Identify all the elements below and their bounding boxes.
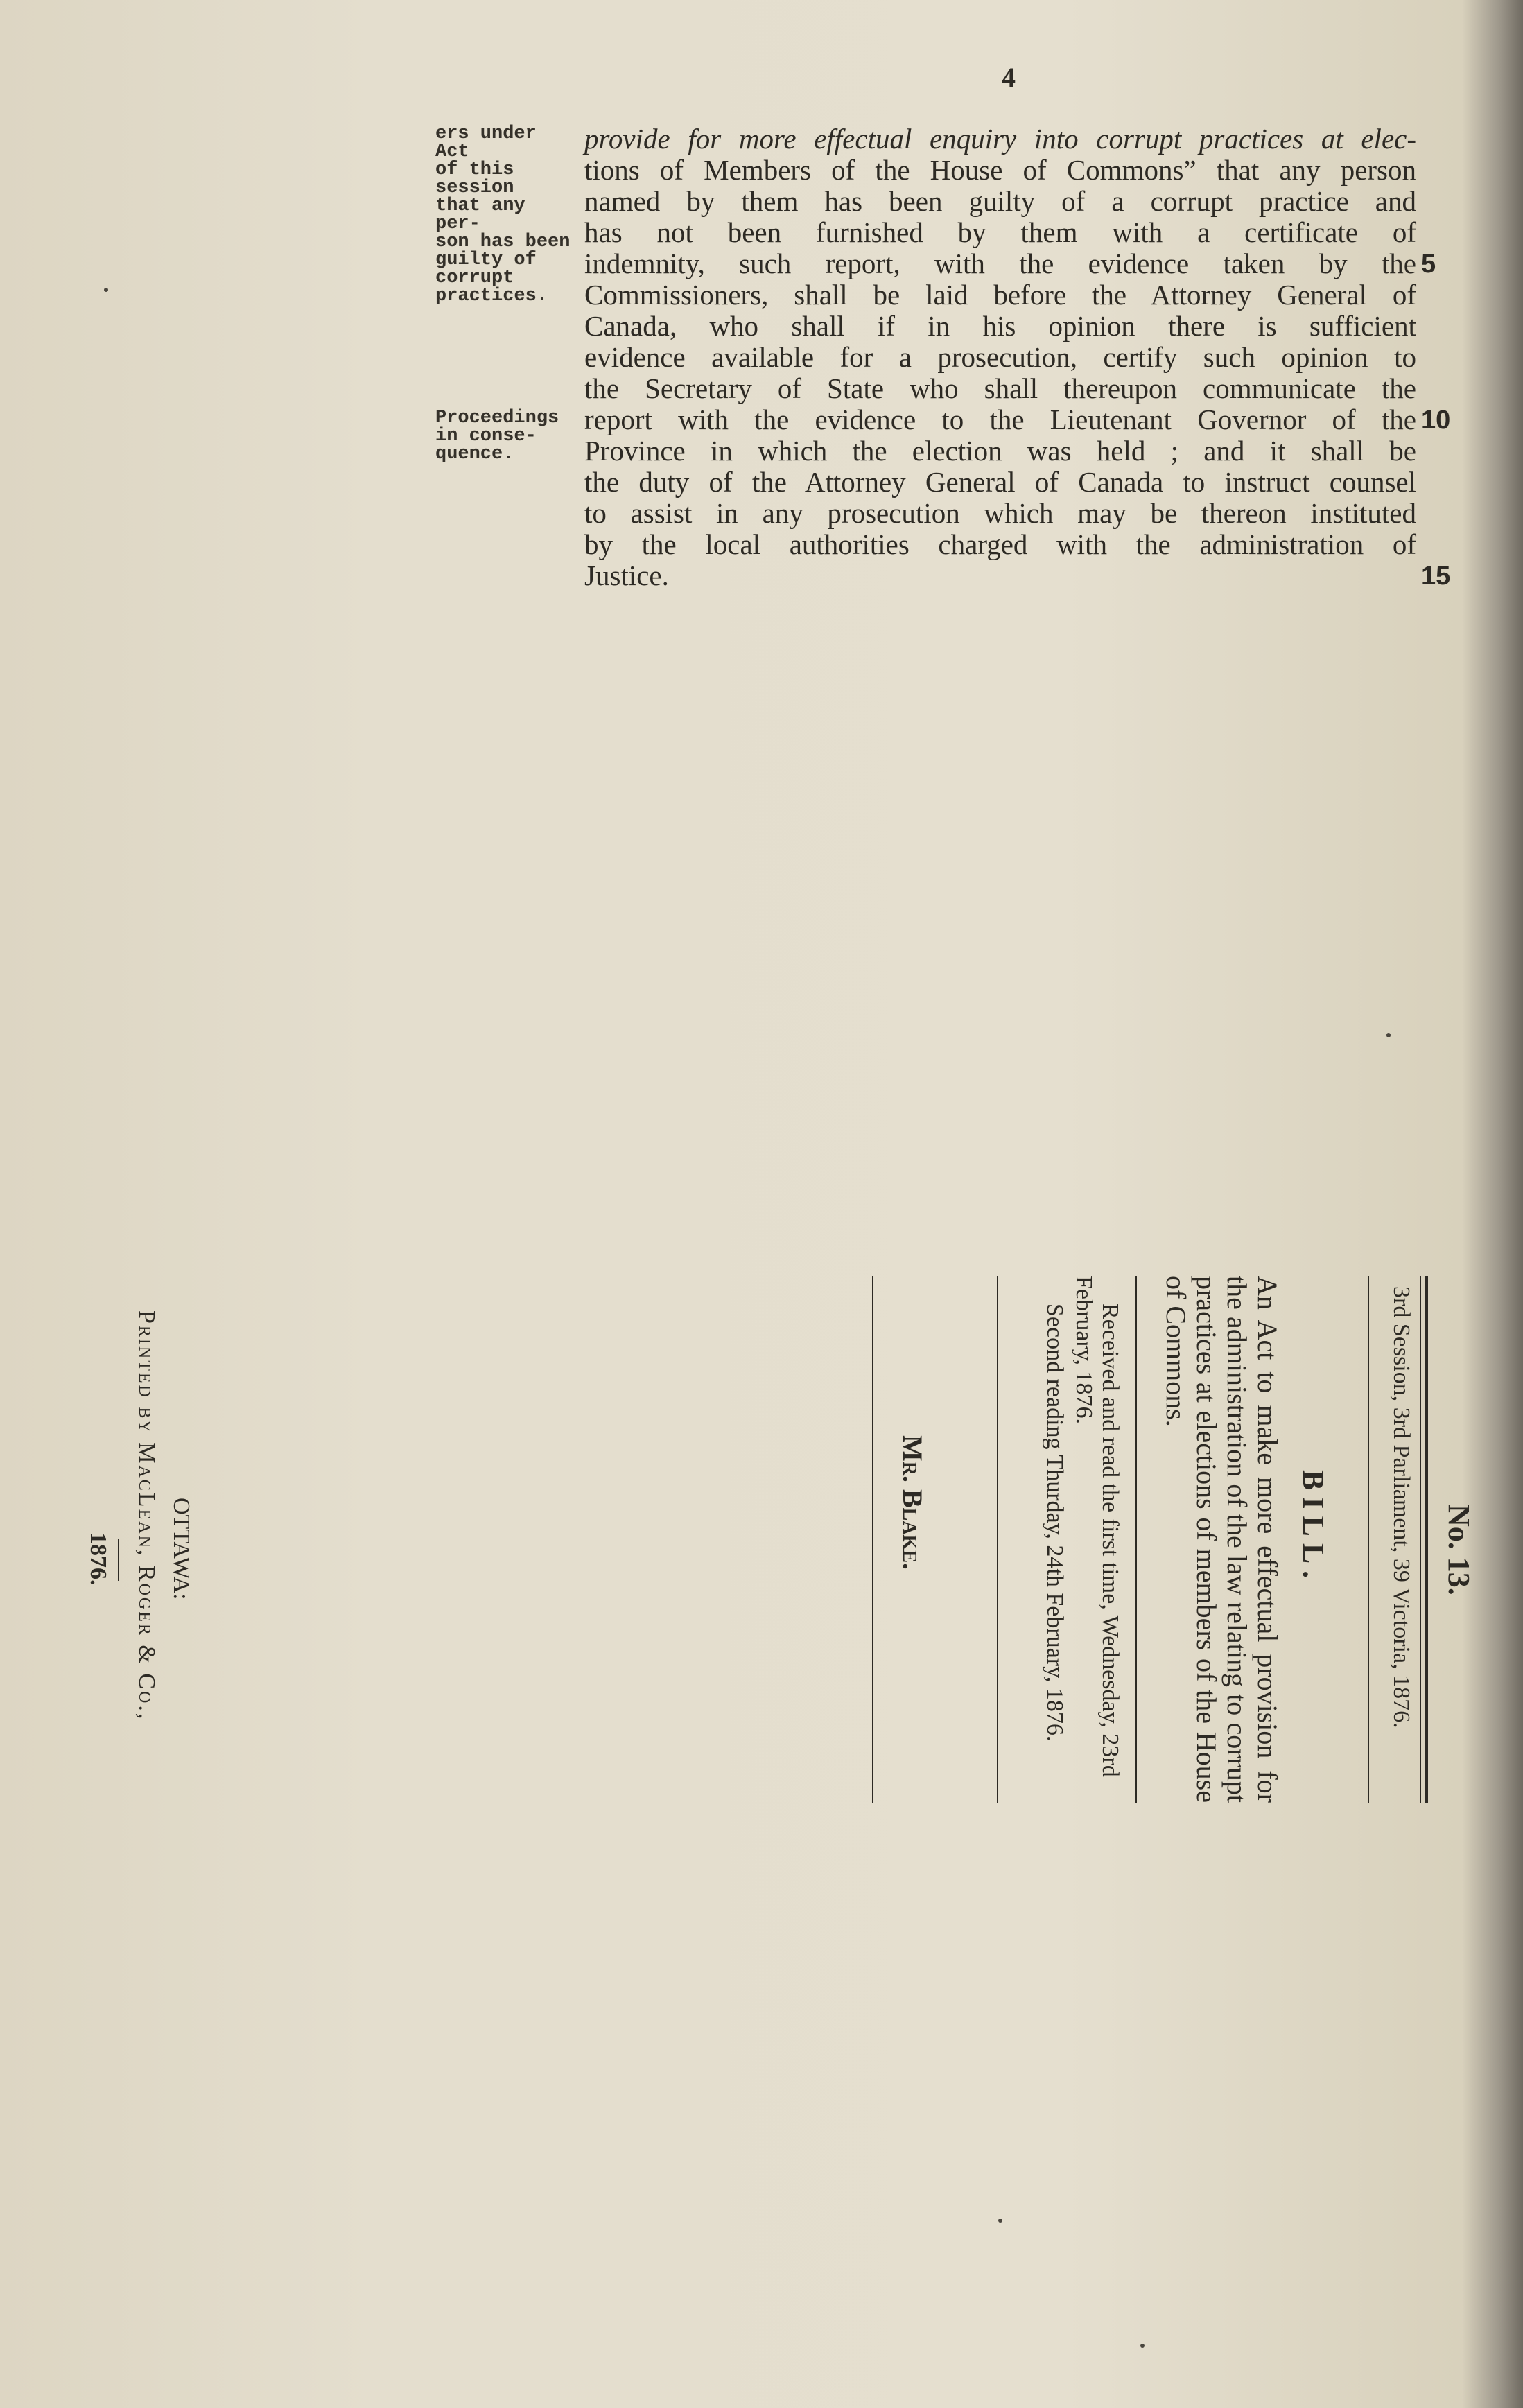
text-line: the duty of the Attorney General of Canada to instruct counsel xyxy=(584,466,1416,498)
text-line: to assist in any prosecution which may be thereon instituted xyxy=(584,497,1416,529)
line-number-5: 5 xyxy=(1421,250,1436,279)
text-line: indemnity, such report, with the evidence taken by the xyxy=(584,248,1416,279)
paper-speck xyxy=(104,288,108,292)
line-number-15: 15 xyxy=(1421,562,1451,591)
text-line: tions of Members of the House of Commons” that any person xyxy=(584,154,1416,186)
imprint-block xyxy=(49,1303,201,1830)
imprint-place: OTTAWA: xyxy=(168,1498,194,1600)
text-line: provide for more effectual enquiry into corrupt practices at elec- xyxy=(584,123,1416,155)
imprint-printer: Printed by MacLean, Roger & Co., xyxy=(134,1310,159,1722)
text-line: the Secretary of State who shall thereupon communicate the xyxy=(584,372,1416,404)
imprint-year: 1876. xyxy=(85,1532,111,1586)
text-line: evidence available for a prosecution, certify such opinion to xyxy=(584,341,1416,373)
imprint-rotated-frame xyxy=(49,1303,201,1830)
member-name: Mr. Blake. xyxy=(897,1435,928,1570)
bill-number: No. 13. xyxy=(1442,1505,1476,1595)
text-line: has not been furnished by them with a certificate of xyxy=(584,216,1416,248)
second-reading: Second reading Thurday, 24th February, 1876. xyxy=(1042,1303,1068,1742)
paper-speck xyxy=(998,2219,1002,2223)
text-line: Canada, who shall if in his opinion there is sufficient xyxy=(584,310,1416,342)
margin-note-proceedings: Proceedings in conse- quence. xyxy=(435,408,559,465)
text-line: Commissioners, shall be laid before the Attorney General of xyxy=(584,279,1416,311)
paper-speck xyxy=(1386,1033,1391,1037)
margin-note-corrupt-practices: ers under Act of this session that any per- son has been guilty of corrupt practices. xyxy=(435,123,571,306)
text-line: named by them has been guilty of a corrupt practice and xyxy=(584,185,1416,217)
paper-speck xyxy=(1140,2344,1145,2348)
page-number: 4 xyxy=(1002,62,1016,93)
text-line: by the local authorities charged with the administration of xyxy=(584,528,1416,560)
line-number-10: 10 xyxy=(1421,406,1451,435)
text-line: report with the evidence to the Lieutenant Governor of the xyxy=(584,404,1416,435)
bill-title: An Act to make more effectual provision for the administration of the law relating to corrupt practices at elections of members of the House of Commons. xyxy=(1160,1276,1283,1803)
session-line: 3rd Session, 3rd Parliament, 39 Victoria, 1876. xyxy=(1389,1286,1414,1729)
first-reading: Received and read the first time, Wednesday, 23rd February, 1876. xyxy=(1071,1276,1123,1777)
text-line: Province in which the election was held ; and it shall be xyxy=(584,435,1416,467)
bill-heading: BILL. xyxy=(1296,1470,1330,1586)
imprint-short-rule xyxy=(118,1539,119,1581)
text-line: Justice. xyxy=(584,560,669,591)
